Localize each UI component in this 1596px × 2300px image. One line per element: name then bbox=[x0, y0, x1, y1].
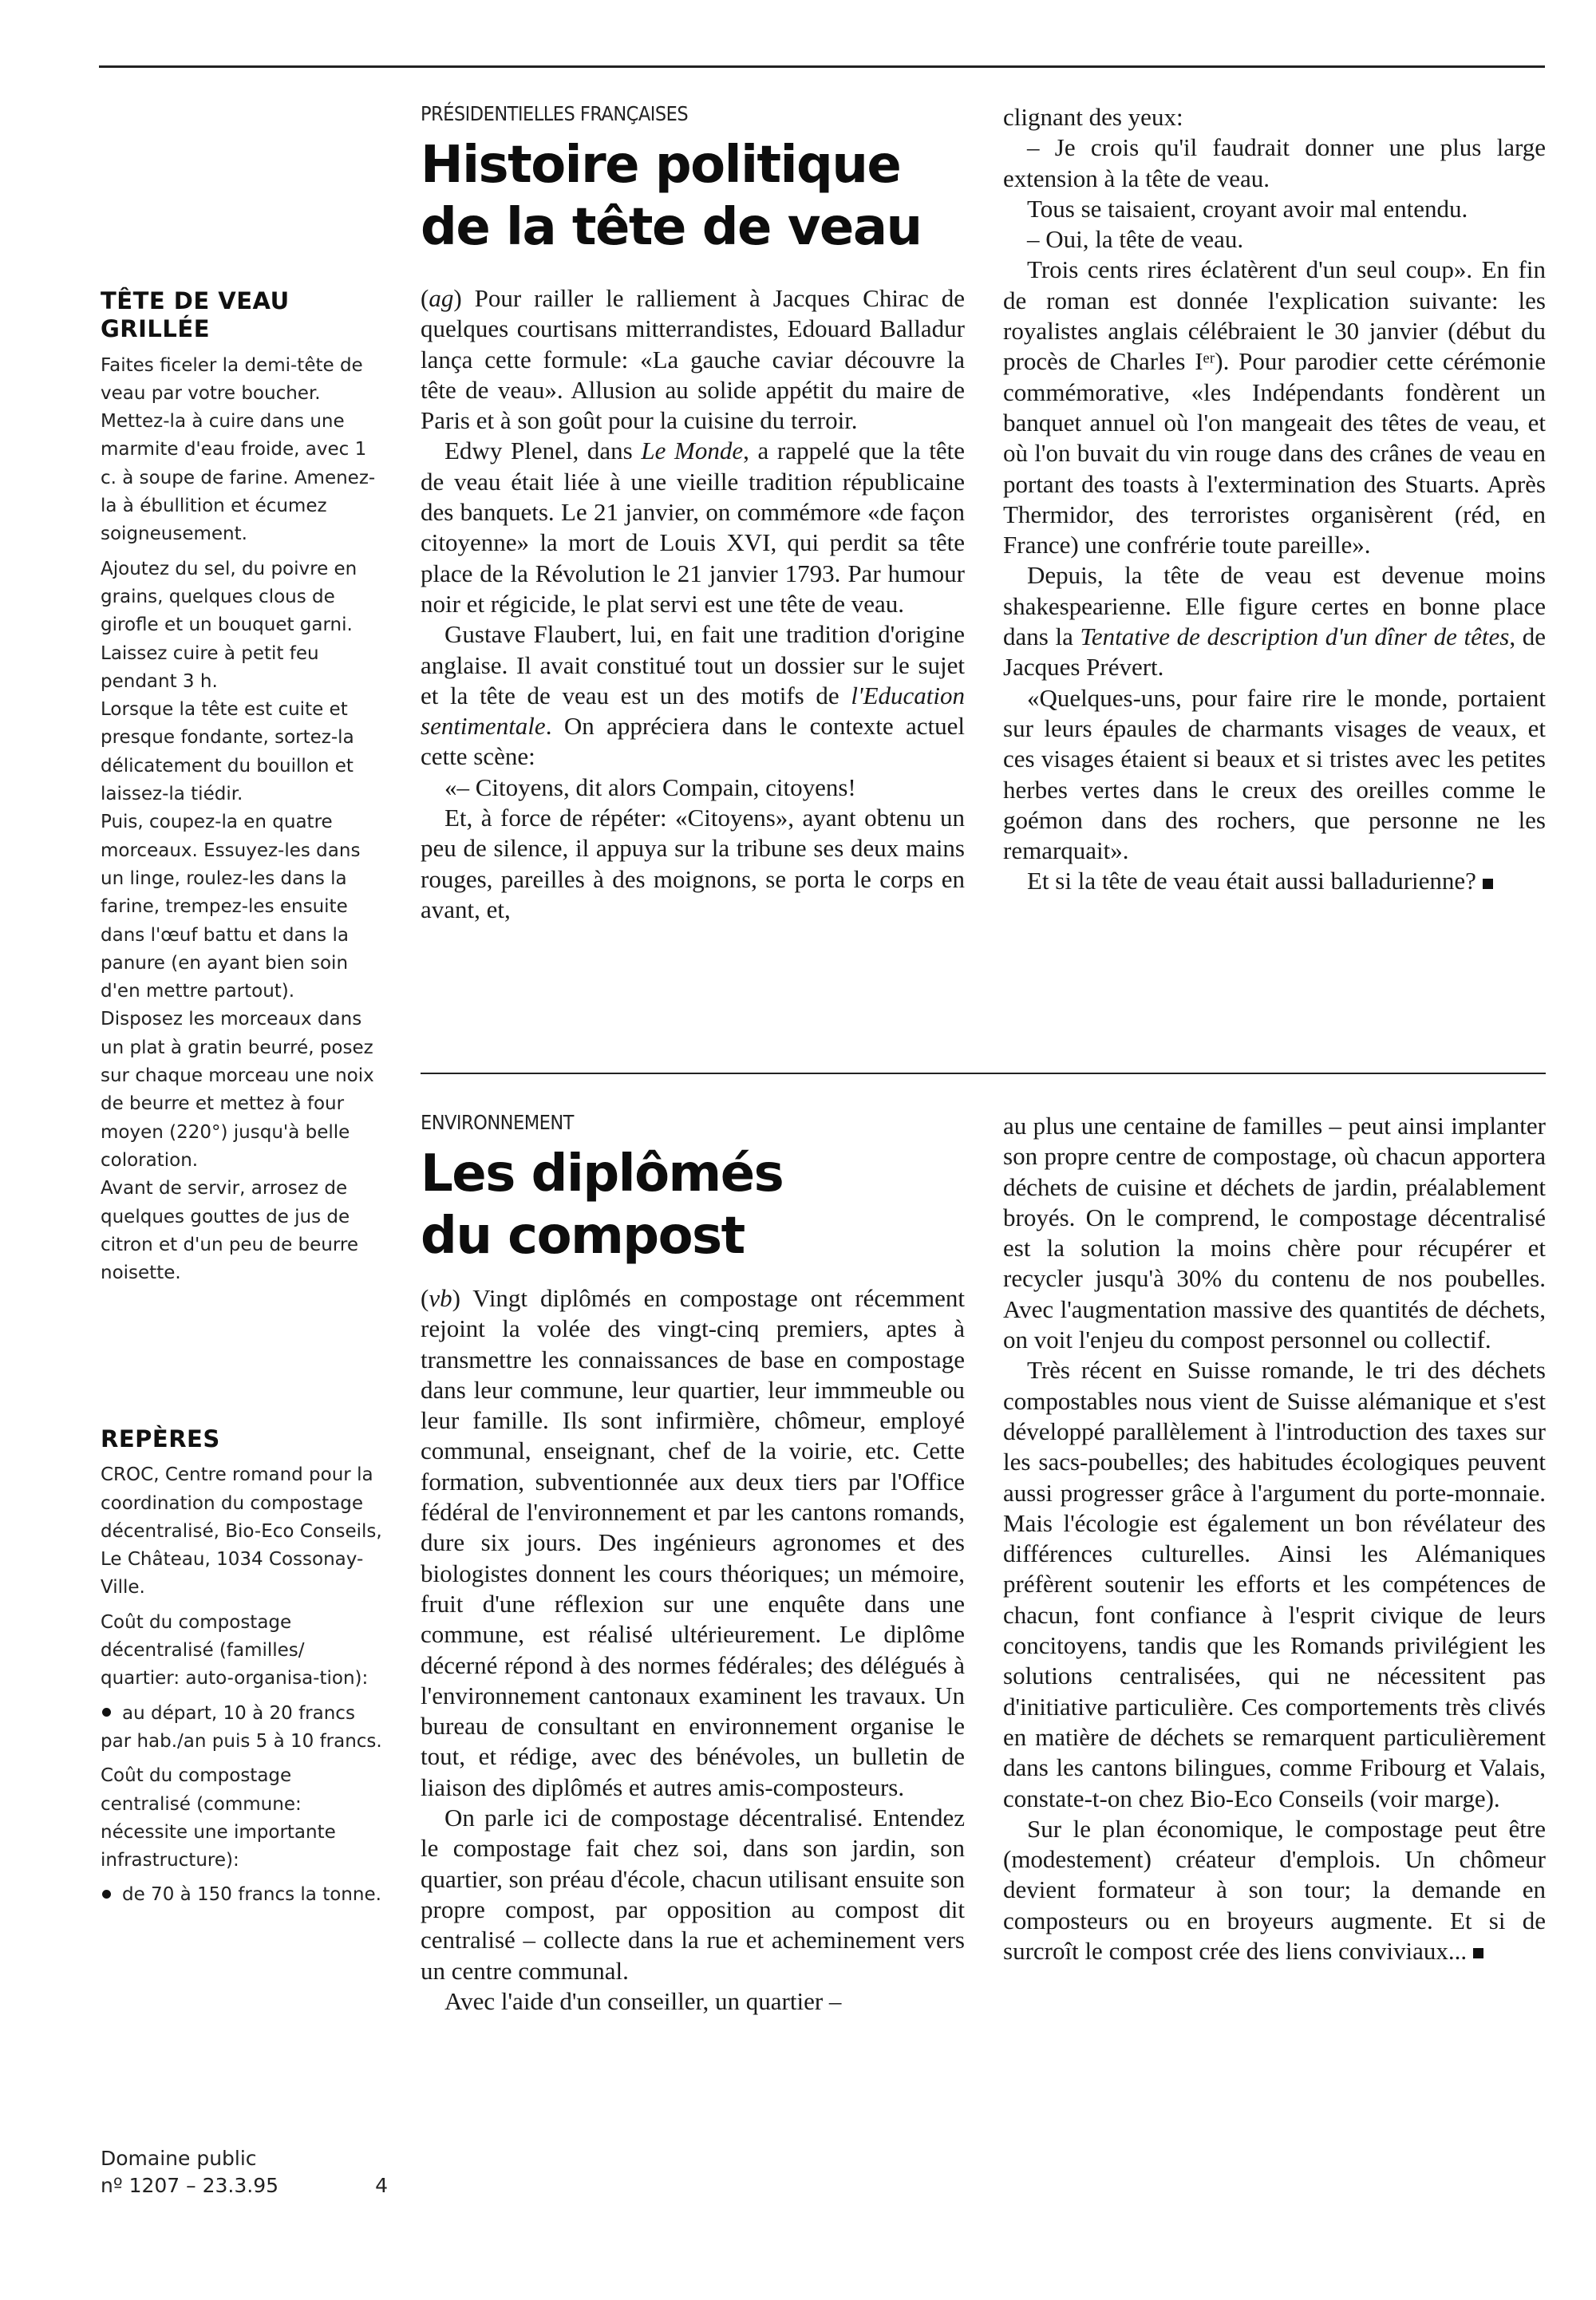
article2-paragraph: au plus une centaine de familles – peut ainsi implanter son propre centre de compostage, où chacun apportera déchets de cuisine et déchets de jardin, préalablement broyés. On le comprend, le compostage décentralisé est la solution la moins chère pour récupérer et recycler jusqu'à 30% du contenu de nos poubelles. Avec l'augmentation massive des quantités de déchets, on voit l'enjeu du compost personnel ou collectif. bbox=[1003, 1112, 1546, 1354]
recipe-step: Puis, coupez-la en quatre morceaux. Essuyez-les dans un linge, roulez-les dans la farine, trempez-les ensuite dans l'œuf battu et dans la panure (en ayant bien soin d'en mettre partout). bbox=[101, 812, 361, 1002]
top-rule bbox=[99, 65, 1545, 68]
article1-column-1 bbox=[421, 283, 965, 925]
recipe-step: Ajoutez du sel, du poivre en grains, quelques clous de girofle et un bouquet garni. Laissez cuire à petit feu pendant 3 h. bbox=[101, 558, 358, 692]
article1-paragraph: (ag) Pour railler le ralliement à Jacques Chirac de quelques courtisans mitterrandistes, Edouard Balladur lança cette formule: «La gauche caviar découvre la tête de veau». Allusion au solide appétit du maire de Paris et à son goût pour la cuisine du terroir. bbox=[421, 284, 965, 435]
article1-quote: «Quelques-uns, pour faire rire le monde, portaient sur leurs épaules de charmants visages de veaux, et ces visages étaient si beaux et si tristes avec les petites herbes vertes dans le creux des oreilles comme le goémon dans des rochers, que personne ne les remarquait». bbox=[1003, 683, 1546, 865]
author-initials: ag bbox=[429, 284, 454, 312]
sidebar-reperes bbox=[101, 1425, 385, 1910]
article1-quote: – Je crois qu'il faudrait donner une plus large extension à la tête de veau. bbox=[1003, 133, 1546, 192]
page-footer bbox=[101, 2145, 388, 2199]
reperes-cost-label: Coût du compostage centralisé (commune: nécessite une importante infrastructure): bbox=[101, 1765, 336, 1871]
article1-paragraph: Et, à force de répéter: «Citoyens», ayant obtenu un peu de silence, il appuya sur la tribune ses deux mains rouges, pareilles à des moignons, se porta le corps en avant, et, bbox=[421, 804, 965, 923]
article-divider bbox=[421, 1073, 1546, 1074]
article1-paragraph: Edwy Plenel, dans Le Monde, a rappelé que la tête de veau était liée à une vieille tradition républicaine des banquets. Le 21 janvier, on commémore «de façon citoyenne» la mort de Louis XVI, qui perdit sa tête place de la Révolution le 21 janvier 1793. Par humour noir et régicide, le plat servi est une tête de veau. bbox=[421, 437, 965, 618]
article2-column-1 bbox=[421, 1283, 965, 2017]
recipe-heading: TÊTE DE VEAU GRILLÉE bbox=[101, 287, 290, 343]
reperes-cost-label: Coût du compostage décentralisé (familles/ quartier: auto-organisa-tion): bbox=[101, 1611, 369, 1689]
article1-quote: «– Citoyens, dit alors Compain, citoyens! bbox=[444, 773, 856, 801]
article2-column-2 bbox=[1003, 1111, 1546, 1966]
reperes-address: CROC, Centre romand pour la coordination du compostage décentralisé, Bio-Eco Conseils, Le Château, 1034 Cossonay-Ville. bbox=[101, 1464, 382, 1599]
recipe-step: Avant de servir, arrosez de quelques gouttes de jus de citron et d'un peu de beurre noisette. bbox=[101, 1178, 359, 1284]
article1-title: Histoire politique de la tête de veau bbox=[421, 136, 922, 257]
recipe-step: Faites ficeler la demi-tête de veau par votre boucher. Mettez-la à cuire dans une marmite d'eau froide, avec 1 c. à soupe de farine. Amenez-la à ébullition et écumez soigneusement. bbox=[101, 354, 376, 545]
page-number: 4 bbox=[375, 2174, 388, 2197]
article1-kicker: PRÉSIDENTIELLES FRANÇAISES bbox=[421, 102, 689, 125]
author-initials: vb bbox=[429, 1284, 452, 1312]
article2-paragraph: Avec l'aide d'un conseiller, un quartier – bbox=[444, 1986, 842, 2015]
article1-column-2 bbox=[1003, 102, 1546, 897]
article2-paragraph: Très récent en Suisse romande, le tri des déchets compostables nous vient de Suisse alémanique et s'est développé parallèlement à l'introduction des taxes sur les sacs-poubelles; des habitudes écologiques peuvent aussi progresser grâce à l'argument du porte-monnaie. Mais l'écologie est également un bon révélateur des différences culturelles. Ainsi les Alémaniques préfèrent soutenir les efforts et les compétences de chacun, font confiance à l'esprit civique de leurs concitoyens, tandis que les Romands privilégient les solutions centralisées, qui ne nécessitent pas d'initiative particulière. Ces comportements très clivés en matière de déchets se remarquent particulièrement dans les cantons bilingues, comme Fribourg et Valais, constate-t-on chez Bio-Eco Conseils (voir marge). bbox=[1003, 1356, 1546, 1812]
article2-title: Les diplômés du compost bbox=[421, 1144, 784, 1266]
reperes-cost-item: de 70 à 150 francs la tonne. bbox=[101, 1881, 385, 1909]
reperes-cost-item: au départ, 10 à 20 francs par hab./an puis 5 à 10 francs. bbox=[101, 1702, 382, 1752]
article2-kicker: ENVIRONNEMENT bbox=[421, 1111, 574, 1134]
reperes-heading: REPÈRES bbox=[101, 1425, 220, 1452]
article2-paragraph: On parle ici de compostage décentralisé. Entendez le compostage fait chez soi, dans son jardin, son quartier, son préau d'école, chacun utilisant ensuite son propre compost, par opposition au compost dit centralisé – collecte dans la rue et acheminement vers un centre communal. bbox=[421, 1804, 965, 1985]
article1-quote: – Oui, la tête de veau. bbox=[1027, 225, 1244, 254]
recipe-step: Lorsque la tête est cuite et presque fondante, sortez-la délicatement du bouillon et laissez-la tiédir. bbox=[101, 699, 354, 805]
publication-name: Domaine public bbox=[101, 2147, 257, 2170]
article2-paragraph: (vb) Vingt diplômés en compostage ont récemment rejoint la volée des vingt-cinq premiers, aptes à transmettre les connaissances de base en compostage dans leur commune, leur quartier, leur immmeuble ou leur famille. Ils sont infirmière, chômeur, employé communal, enseignant, chef de la voirie, etc. Cette formation, subventionnée aux deux tiers par l'Office fédéral de l'environnement et par les cantons romands, dure six jours. Des ingénieurs agronomes et des biologistes donnent les cours théoriques; un mémoire, fruit d'une réflexion sur une enquête dans une commune, est réalisé ultérieurement. Le diplôme décerné répond à des normes fédérales; des délégués à l'environnement cantonaux examinent les travaux. Un bureau de consultant en environnement organise le tout, et rédige, avec des bénévoles, un bulletin de liaison des diplômés et autres amis-composteurs. bbox=[421, 1284, 965, 1801]
article1-paragraph: clignant des yeux: bbox=[1003, 103, 1183, 131]
recipe-step: Disposez les morceaux dans un plat à gratin beurré, posez sur chaque morceau une noix de beurre et mettez à four moyen (220°) jusqu'à belle coloration. bbox=[101, 1009, 374, 1171]
article1-paragraph: Depuis, la tête de veau est devenue moins shakespearienne. Elle figure certes en bonne place dans la Tentative de description d'un dîner de têtes, de Jacques Prévert. bbox=[1003, 561, 1547, 682]
bullet-icon bbox=[102, 1708, 111, 1717]
article1-paragraph: Et si la tête de veau était aussi balladurienne? bbox=[1003, 866, 1546, 896]
article1-paragraph: Tous se taisaient, croyant avoir mal entendu. bbox=[1027, 194, 1468, 223]
bullet-icon bbox=[102, 1890, 111, 1899]
article1-paragraph: Trois cents rires éclatèrent d'un seul coup». En fin de roman est donnée l'explication suivante: les royalistes anglais célébraient le 30 janvier (début du procès de Charles Iᵉʳ). Pour parodier cette cérémonie commémorative, «les Indépendants fondèrent un banquet annuel où l'on mangeait des têtes de veau, et où l'on buvait du vin rouge dans des crânes de veau en portant des toasts à l'extermination des Stuarts. Après Thermidor, des terroristes organisèrent (réd, en France) une confrérie toute pareille». bbox=[1003, 255, 1546, 559]
article1-paragraph: Gustave Flaubert, lui, en fait une tradition d'origine anglaise. Il avait constitué tout un dossier sur le sujet et la tête de veau est un des motifs de l'Education sentimentale. On appréciera dans le contexte actuel cette scène: bbox=[421, 620, 965, 771]
sidebar-recipe bbox=[101, 287, 385, 1287]
article2-paragraph: Sur le plan économique, le compostage peut être (modestement) créateur d'emplois. Un chômeur devient formateur à son tour; la demande en composteurs ou en broyeurs augmente. Et si de surcroît le compost crée des liens conviviaux... bbox=[1003, 1814, 1546, 1966]
end-of-article-icon bbox=[1473, 1948, 1483, 1958]
end-of-article-icon bbox=[1483, 879, 1493, 889]
issue-number: nº 1207 – 23.3.95 bbox=[101, 2174, 279, 2197]
